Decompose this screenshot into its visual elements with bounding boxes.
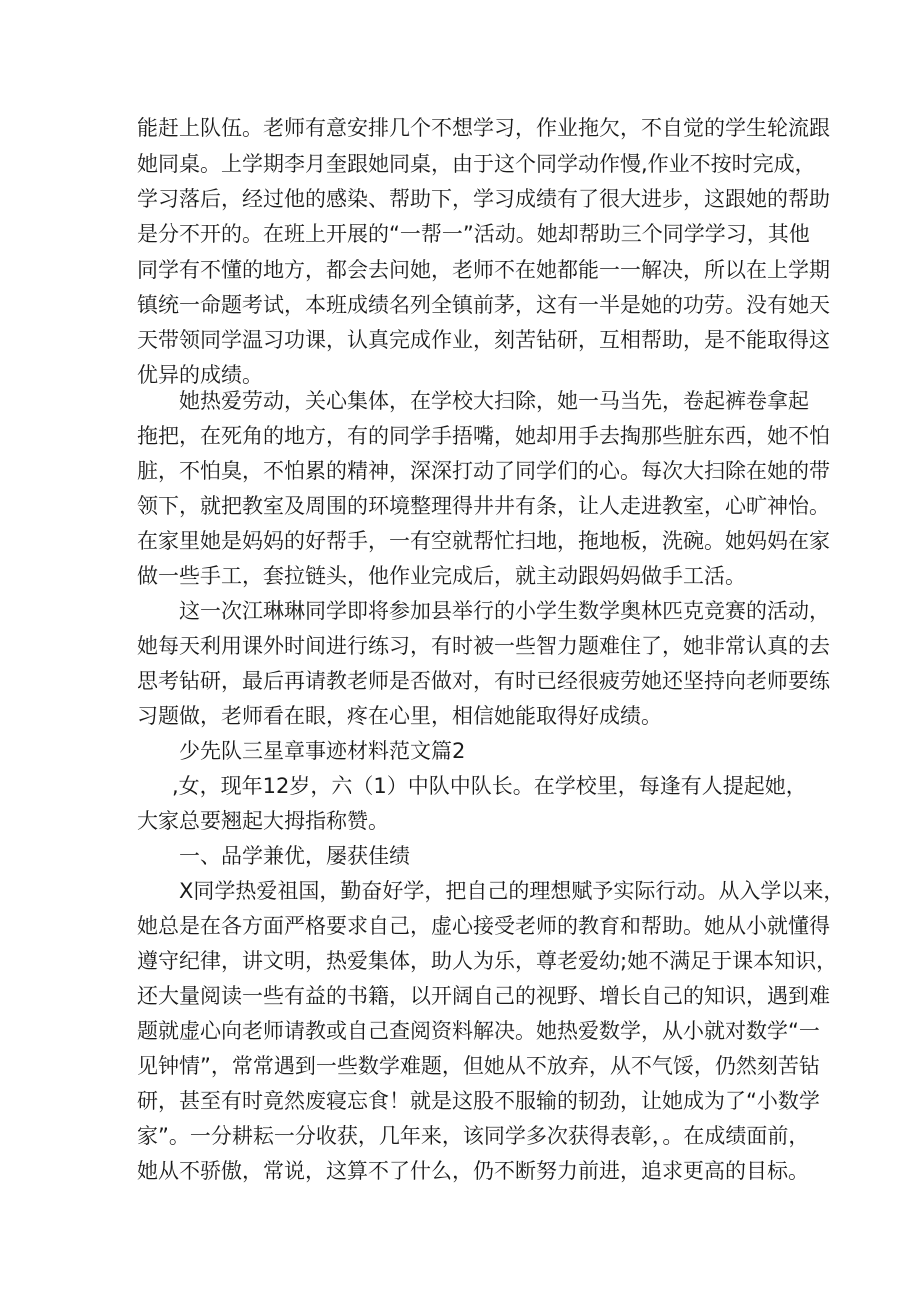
text-line: 做一些手工，套拉链头，他作业完成后，就主动跟妈妈做手工活。 — [137, 564, 746, 588]
text-line: 还大量阅读一些有益的书籍，以开阔自己的视野、增长自己的知识，遇到难 — [137, 984, 830, 1008]
text-line: 学习落后，经过他的感染、帮助下，学习成绩有了很大进步，这跟她的帮助 — [137, 187, 830, 211]
section-heading: 少先队三星章事迹材料范文篇2 — [179, 739, 466, 763]
text-line: 镇统一命题考试，本班成绩名列全镇前茅，这有一半是她的功劳。没有她天 — [137, 293, 830, 317]
text-line: 家”。一分耕耘一分收获，几年来，该同学多次获得表彰，。在成绩面前， — [137, 1124, 810, 1148]
text-line: 是分不开的。在班上开展的“一帮一”活动。她却帮助三个同学学习，其他 — [137, 222, 810, 246]
text-line: 同学有不懂的地方，都会去问她，老师不在她都能一一解决，所以在上学期 — [137, 258, 830, 282]
text-line: 天带领同学温习功课，认真完成作业，刻苦钻研，互相帮助，是不能取得这 — [137, 328, 830, 352]
text-line: 这一次江琳琳同学即将参加县举行的小学生数学奥林匹克竞赛的活动， — [179, 599, 830, 623]
text-line: 习题做，老师看在眼，疼在心里，相信她能取得好成绩。 — [137, 704, 662, 728]
text-line: 能赶上队伍。老师有意安排几个不想学习，作业拖欠，不自觉的学生轮流跟 — [137, 116, 830, 140]
text-line: 她从不骄傲，常说，这算不了什么，仍不断努力前进，追求更高的目标。 — [137, 1159, 809, 1183]
text-line: ,女，现年12岁，六（1）中队中队长。在学校里，每逢有人提起她， — [172, 774, 807, 798]
text-line: 她同桌。上学期李月奎跟她同桌，由于这个同学动作慢,作业不按时完成， — [137, 152, 816, 176]
text-line: 在家里她是妈妈的好帮手，一有空就帮忙扫地，拖地板，洗碗。她妈妈在家 — [137, 529, 830, 553]
section-heading: 一、品学兼优，屡获佳绩 — [179, 844, 410, 868]
text-line: 优异的成绩。 — [137, 363, 263, 387]
text-line: 领下，就把教室及周围的环境整理得井井有条，让人走进教室，心旷神怡。 — [137, 494, 830, 518]
text-line: 她热爱劳动，关心集体，在学校大扫除，她一马当先，卷起裤卷拿起 — [179, 389, 809, 413]
text-line: 研，甚至有时竟然废寝忘食！就是这股不服输的韧劲，让她成为了“小数学 — [137, 1089, 820, 1113]
text-line: 思考钻研，最后再请教老师是否做对，有时已经很疲劳她还坚持向老师要练 — [137, 669, 830, 693]
text-line: 拖把，在死角的地方，有的同学手捂嘴，她却用手去掏那些脏东西，她不怕 — [137, 424, 830, 448]
text-line: 她总是在各方面严格要求自己，虚心接受老师的教育和帮助。她从小就懂得 — [137, 914, 830, 938]
text-line: X同学热爱祖国，勤奋好学，把自己的理想赋予实际行动。从入学以来， — [179, 879, 845, 903]
text-line: 脏，不怕臭，不怕累的精神，深深打动了同学们的心。每次大扫除在她的带 — [137, 459, 830, 483]
text-line: 遵守纪律，讲文明，热爱集体，助人为乐，尊老爱幼;她不满足于课本知识， — [137, 949, 838, 973]
text-line: 见钟情”，常常遇到一些数学难题，但她从不放弃，从不气馁，仍然刻苦钻 — [137, 1054, 820, 1078]
text-line: 她每天利用课外时间进行练习，有时被一些智力题难住了，她非常认真的去 — [137, 634, 830, 658]
text-line: 大家总要翘起大拇指称赞。 — [137, 809, 389, 833]
text-line: 题就虚心向老师请教或自己查阅资料解决。她热爱数学，从小就对数学“一 — [137, 1019, 820, 1043]
